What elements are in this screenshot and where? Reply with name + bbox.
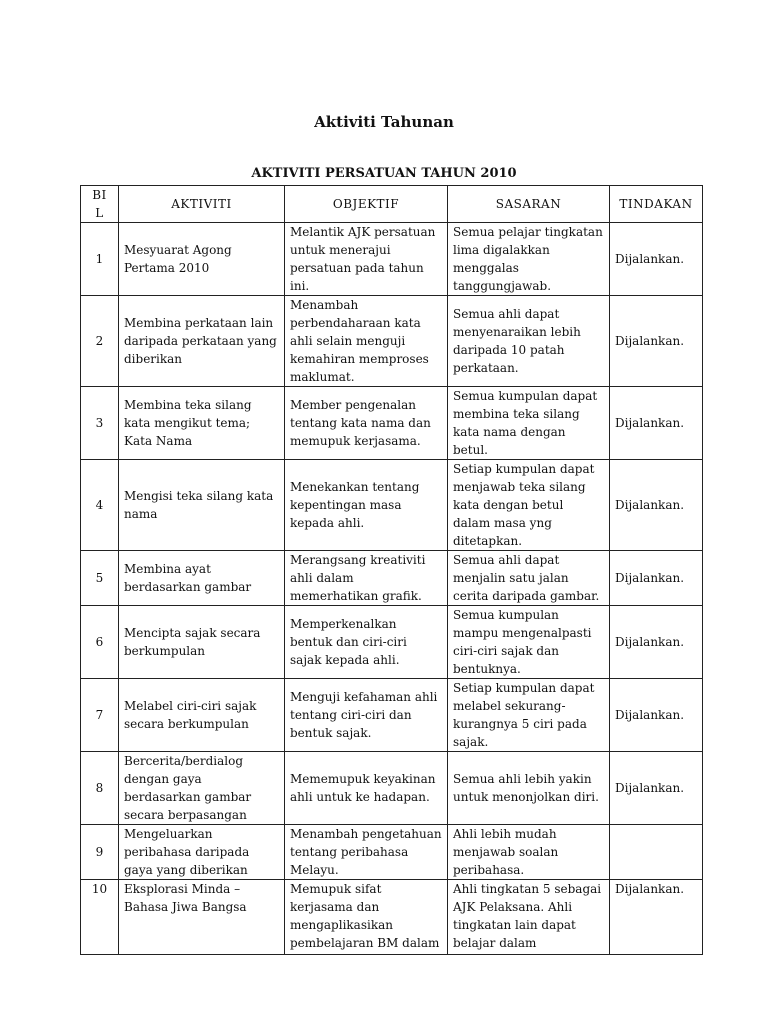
cell-bil: 9 [81, 825, 119, 880]
cell-aktiviti: Membina perkataan lain daripada perkataan yang diberikan [119, 296, 285, 387]
cell-objektif: Menambah perbendaharaan kata ahli selain menguji kemahiran memproses maklumat. [285, 296, 448, 387]
cell-sasaran: Ahli lebih mudah menjawab soalan peribahasa. [448, 825, 610, 880]
cell-tindakan: Dijalankan. [610, 679, 703, 752]
cell-tindakan: Dijalankan. [610, 752, 703, 825]
cell-aktiviti: Mengisi teka silang kata nama [119, 460, 285, 551]
cell-sasaran: Semua ahli dapat menjalin satu jalan cerita daripada gambar. [448, 551, 610, 606]
table-row [81, 880, 703, 955]
table-title: AKTIVITI PERSATUAN TAHUN 2010 [251, 166, 517, 181]
cell-tindakan: Dijalankan. [610, 460, 703, 551]
table-row [81, 387, 703, 460]
table-header-row [81, 186, 703, 223]
table-row [81, 825, 703, 880]
cell-objektif: Menekankan tentang kepentingan masa kepada ahli. [285, 460, 448, 551]
cell-objektif: Member pengenalan tentang kata nama dan memupuk kerjasama. [285, 387, 448, 460]
cell-tindakan: Dijalankan. [610, 387, 703, 460]
cell-tindakan: Dijalankan. [610, 296, 703, 387]
cell-aktiviti: Eksplorasi Minda – Bahasa Jiwa Bangsa [119, 880, 285, 955]
cell-aktiviti: Membina teka silang kata mengikut tema; Kata Nama [119, 387, 285, 460]
cell-aktiviti: Mengeluarkan peribahasa daripada gaya yang diberikan [119, 825, 285, 880]
cell-sasaran: Semua ahli dapat menyenaraikan lebih daripada 10 patah perkataan. [448, 296, 610, 387]
cell-objektif: Melantik AJK persatuan untuk menerajui persatuan pada tahun ini. [285, 223, 448, 296]
header-tindakan: TINDAKAN [610, 186, 703, 223]
cell-aktiviti: Mesyuarat Agong Pertama 2010 [119, 223, 285, 296]
cell-tindakan: Dijalankan. [610, 223, 703, 296]
table-row [81, 223, 703, 296]
header-objektif: OBJEKTIF [285, 186, 448, 223]
cell-aktiviti: Membina ayat berdasarkan gambar [119, 551, 285, 606]
table-row [81, 460, 703, 551]
cell-bil: 3 [81, 387, 119, 460]
cell-bil: 7 [81, 679, 119, 752]
cell-objektif: Menguji kefahaman ahli tentang ciri-ciri dan bentuk sajak. [285, 679, 448, 752]
cell-aktiviti: Bercerita/berdialog dengan gaya berdasarkan gambar secara berpasangan [119, 752, 285, 825]
document-title: Aktiviti Tahunan [314, 113, 454, 131]
table-row [81, 296, 703, 387]
cell-objektif: Memupuk sifat kerjasama dan mengaplikasikan pembelajaran BM dalam [285, 880, 448, 955]
cell-bil: 5 [81, 551, 119, 606]
table-row [81, 551, 703, 606]
cell-sasaran: Semua kumpulan dapat membina teka silang kata nama dengan betul. [448, 387, 610, 460]
cell-bil: 1 [81, 223, 119, 296]
table-row [81, 679, 703, 752]
cell-tindakan: Dijalankan. [610, 880, 703, 955]
cell-aktiviti: Mencipta sajak secara berkumpulan [119, 606, 285, 679]
header-aktiviti: AKTIVITI [119, 186, 285, 223]
cell-aktiviti: Melabel ciri-ciri sajak secara berkumpulan [119, 679, 285, 752]
header-bil: BI L [81, 186, 119, 223]
header-sasaran: SASARAN [448, 186, 610, 223]
cell-bil: 6 [81, 606, 119, 679]
cell-sasaran: Semua kumpulan mampu mengenalpasti ciri-ciri sajak dan bentuknya. [448, 606, 610, 679]
cell-objektif: Menambah pengetahuan tentang peribahasa Melayu. [285, 825, 448, 880]
table-row [81, 606, 703, 679]
cell-sasaran: Semua pelajar tingkatan lima digalakkan menggalas tanggungjawab. [448, 223, 610, 296]
cell-objektif: Mememupuk keyakinan ahli untuk ke hadapan. [285, 752, 448, 825]
activity-table [80, 185, 703, 955]
cell-objektif: Memperkenalkan bentuk dan ciri-ciri sajak kepada ahli. [285, 606, 448, 679]
cell-sasaran: Setiap kumpulan dapat melabel sekurang-kurangnya 5 ciri pada sajak. [448, 679, 610, 752]
cell-sasaran: Setiap kumpulan dapat menjawab teka silang kata dengan betul dalam masa yng ditetapkan. [448, 460, 610, 551]
cell-tindakan [610, 825, 703, 880]
cell-bil: 8 [81, 752, 119, 825]
cell-tindakan: Dijalankan. [610, 551, 703, 606]
cell-sasaran: Ahli tingkatan 5 sebagai AJK Pelaksana. Ahli tingkatan lain dapat belajar dalam [448, 880, 610, 955]
cell-objektif: Merangsang kreativiti ahli dalam memerhatikan grafik. [285, 551, 448, 606]
cell-tindakan: Dijalankan. [610, 606, 703, 679]
cell-sasaran: Semua ahli lebih yakin untuk menonjolkan diri. [448, 752, 610, 825]
cell-bil: 10 [81, 880, 119, 955]
cell-bil: 2 [81, 296, 119, 387]
table-row [81, 752, 703, 825]
cell-bil: 4 [81, 460, 119, 551]
